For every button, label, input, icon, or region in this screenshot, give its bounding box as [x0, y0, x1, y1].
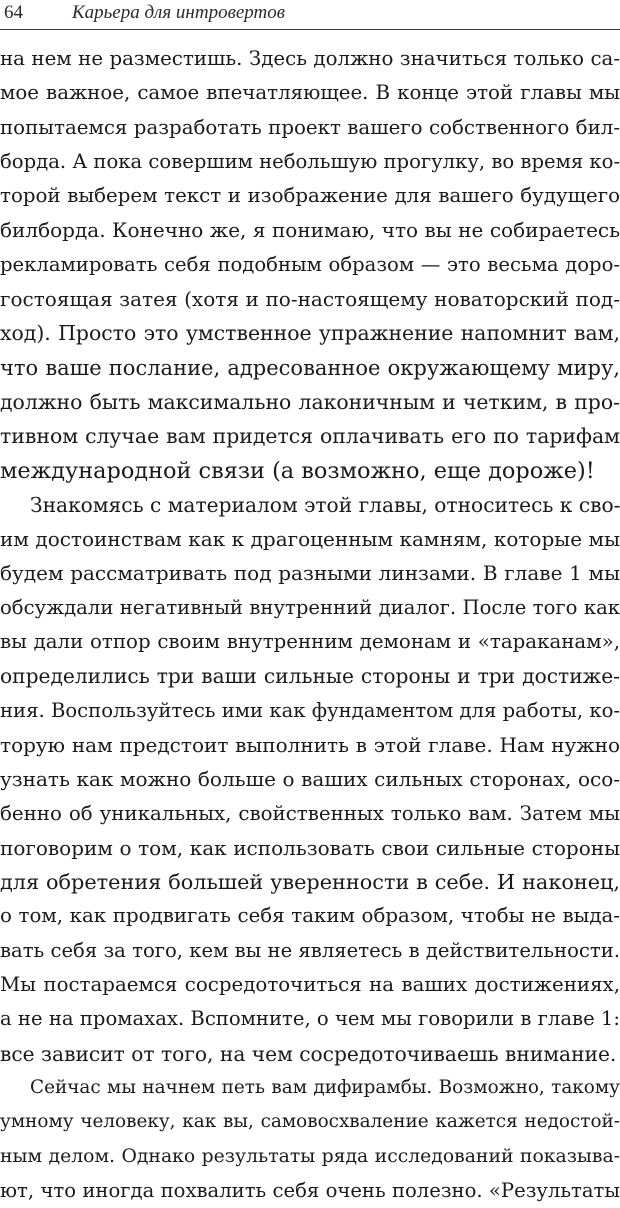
text-line: вы дали отпор своим внутренним демонам и «тараканам»,: [0, 630, 620, 654]
text-line: Знакомясь с материалом этой главы, относитесь к сво-: [30, 492, 620, 517]
text-line: гостоящая затея (хотя и по-настоящему новаторский под-: [0, 287, 620, 312]
page-number: 64: [4, 2, 23, 23]
text-line: на нем не разместишь. Здесь должно значиться только са-: [0, 47, 620, 70]
text-line: борда. А пока совершим небольшую прогулку, во время ко-: [0, 149, 620, 173]
text-line: обсуждали негативный внутренний диалог. После того как: [0, 595, 620, 619]
text-line: ют, что иногда похвалить себя очень полезно. «Результаты: [0, 1178, 620, 1202]
text-line: а не на промахах. Вспомните, о чем мы говорили в главе 1:: [0, 1007, 620, 1031]
text-line: будем рассматривать под разными линзами. В главе 1 мы: [0, 561, 620, 586]
running-title: Карьера для интровертов: [72, 2, 285, 23]
text-line: ход). Просто это умственное упражнение напомнит вам,: [0, 321, 620, 346]
text-line: умному человеку, как вы, самовосхваление кажется недостой-: [0, 1111, 620, 1133]
text-line: ным делом. Однако результаты ряда исследований показыва-: [0, 1145, 620, 1167]
text-line: Мы постараемся сосредоточиться на ваших достижениях,: [0, 973, 620, 997]
text-line: должно быть максимально лаконичным и четким, в про-: [0, 389, 620, 414]
text-line: попытаемся разработать проект вашего собственного бил-: [0, 115, 620, 139]
text-line: билборда. Конечно же, я понимаю, что вы не собираетесь: [0, 218, 620, 243]
body-text: [0, 42, 620, 1208]
text-line: определились три ваши сильные стороны и три достиже-: [0, 664, 620, 689]
text-line: мое важное, самое впечатляющее. В конце этой главы мы: [0, 81, 620, 105]
text-line: узнать как можно больше о ваших сильных сторонах, осо-: [0, 767, 620, 792]
text-line: вать себя за того, кем вы не являетесь в действительности.: [0, 938, 620, 962]
text-line: ния. Воспользуйтесь ими как фундаментом для работы, ко-: [0, 698, 620, 722]
text-line: о том, как продвигать себя таким образом, чтобы не выда-: [0, 904, 620, 928]
text-line: тивном случае вам придется оплачивать его по тарифам: [0, 424, 620, 449]
text-line: им достоинствам как к драгоценным камням, которые мы: [0, 527, 620, 552]
text-line: поговорим о том, как использовать свои сильные стороны: [0, 835, 620, 860]
text-line: бенно об уникальных, свойственных только вам. Затем мы: [0, 801, 620, 825]
text-line: что ваше послание, адресованное окружающему миру,: [0, 355, 620, 380]
text-line: Сейчас мы начнем петь вам дифирамбы. Возможно, такому: [30, 1076, 620, 1098]
text-line: все зависит от того, на чем сосредоточиваешь внимание.: [0, 1041, 617, 1066]
text-line: торую нам предстоит выполнить в этой главе. Нам нужно: [0, 732, 620, 757]
text-line: для обретения большей уверенности в себе. И наконец,: [0, 870, 620, 895]
text-line: международной связи (а возможно, еще дороже)!: [0, 457, 595, 484]
text-line: торой выберем текст и изображение для вашего будущего: [0, 184, 620, 208]
running-header: [0, 0, 620, 30]
text-line: рекламировать себя подобным образом — это весьма доро-: [0, 252, 620, 276]
